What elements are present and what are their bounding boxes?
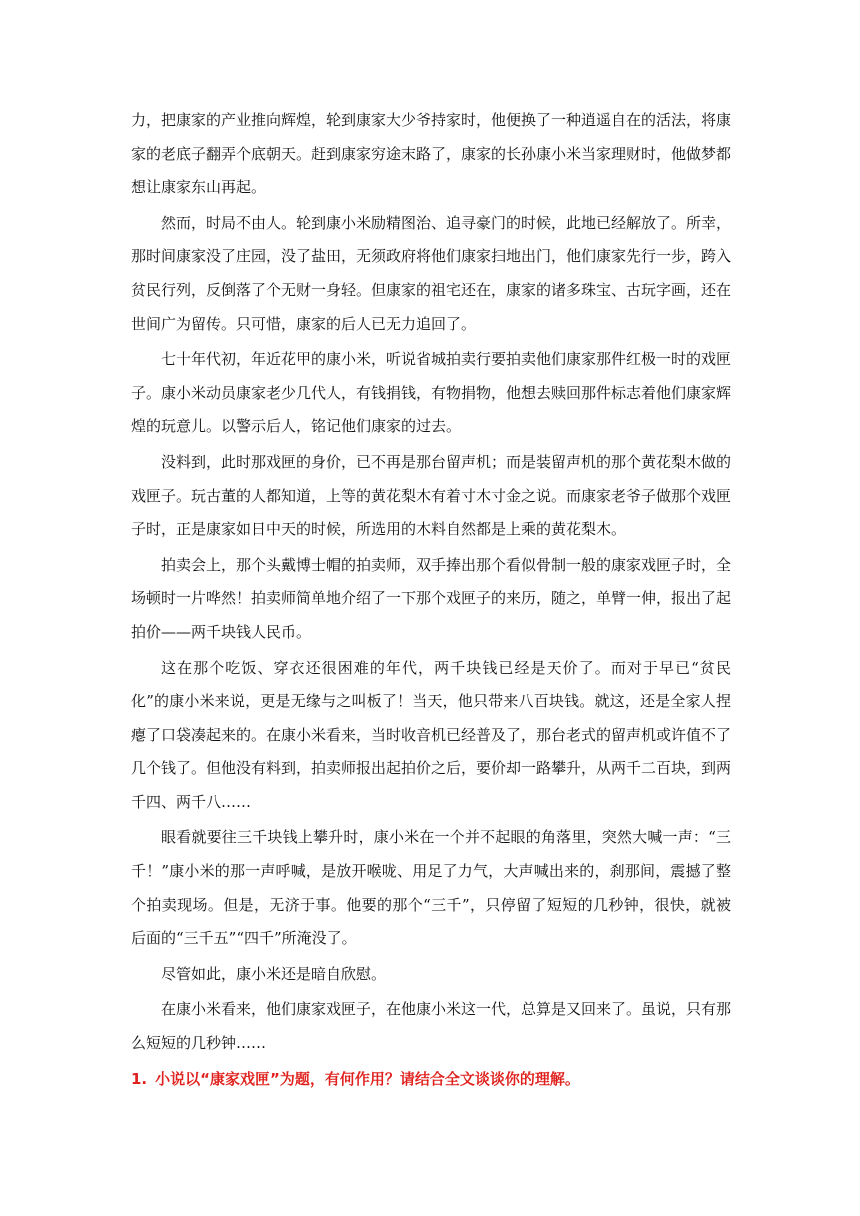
paragraph: 然而，时局不由人。轮到康小米励精图治、追寻豪门的时候，此地已经解放了。所幸，那时间康家没了庄园，没了盐田，无须政府将他们康家扫地出门，他们康家先行一步，跨入贫民行列，反倒落了个无财一身轻。但康家的祖宅还在，康家的诸多珠宝、古玩字画，还在世间广为留传。只可惜，康家的后人已无力追回了。 [131, 213, 732, 333]
paragraph: 眼看就要往三千块钱上攀升时，康小米在一个并不起眼的角落里，突然大喊一声：“三千！”康小米的那一声呼喊，是放开喉咙、用足了力气，大声喊出来的，刹那间，震撼了整个拍卖现场。但是，无济于事。他要的那个“三千”，只停留了短短的几秒钟，很快，就被后面的“三千五”“四千”所淹没了。 [131, 828, 731, 948]
paragraph: 尽管如此，康小米还是暗自欣慰。 [161, 964, 387, 983]
paragraph: 在康小米看来，他们康家戏匣子，在他康小米这一代，总算是又回来了。虽说，只有那么短短的几秒钟…… [131, 1000, 732, 1053]
paragraph: 这在那个吃饭、穿衣还很困难的年代，两千块钱已经是天价了。而对于早已“贫民化”的康小米来说，更是无缘与之叫板了！当天，他只带来八百块钱。就这，还是全家人捏瘪了口袋凑起来的。在康小米看来，当时收音机已经普及了，那台老式的留声机或许值不了几个钱了。但他没有料到，拍卖师报出起拍价之后，要价却一路攀升，从两千二百块，到两千四、两千八…… [131, 658, 732, 811]
paragraph: 拍卖会上，那个头戴博士帽的拍卖师，双手捧出那个看似骨制一般的康家戏匣子时，全场顿时一片哗然！拍卖师简单地介绍了一下那个戏匣子的来历，随之，单臂一伸，报出了起拍价——两千块钱人民币。 [131, 555, 732, 641]
question-text: 小说以“康家戏匣”为题，有何作用？请结合全文谈谈你的理解。 [155, 1069, 580, 1088]
document-body [131, 104, 731, 1096]
question [131, 1063, 731, 1097]
paragraph: 没料到，此时那戏匣的身价，已不再是那台留声机；而是装留声机的那个黄花梨木做的戏匣子。玩古董的人都知道，上等的黄花梨木有着寸木寸金之说。而康家老爷子做那个戏匣子时，正是康家如日中天的时候，所选用的木料自然都是上乘的黄花梨木。 [131, 452, 732, 539]
question-number: 1. [131, 1069, 148, 1088]
paragraph: 七十年代初，年近花甲的康小米，听说省城拍卖行要拍卖他们康家那件红极一时的戏匣子。康小米动员康家老少几代人，有钱捐钱，有物捐物，他想去赎回那件标志着他们康家辉煌的玩意儿。以警示后人，铭记他们康家的过去。 [131, 350, 732, 436]
paragraph: 力，把康家的产业推向辉煌，轮到康家大少爷持家时，他便换了一种逍遥自在的活法，将康家的老底子翻弄个底朝天。赶到康家穷途末路了，康家的长孙康小米当家理财时，他做梦都想让康家东山再起。 [131, 111, 732, 197]
